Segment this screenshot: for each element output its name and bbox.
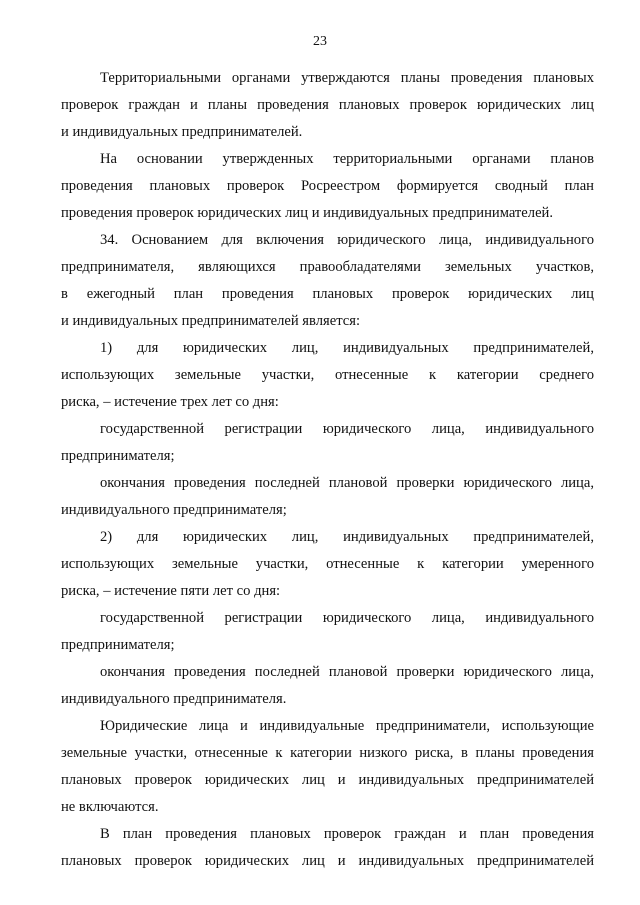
paragraph-line: предпринимателя; xyxy=(61,448,175,464)
paragraph-line: использующих земельные участки, отнесенные к категории среднего xyxy=(61,367,594,383)
paragraph xyxy=(61,227,594,335)
paragraph-line: не включаются. xyxy=(61,799,159,815)
paragraph xyxy=(61,605,594,659)
paragraph-line: 2) для юридических лиц, индивидуальных предпринимателей, xyxy=(100,529,594,545)
paragraph-line: проверок граждан и планы проведения плановых проверок юридических лиц xyxy=(61,97,594,113)
paragraph xyxy=(61,146,594,227)
paragraph-line: государственной регистрации юридического лица, индивидуального xyxy=(100,610,594,626)
paragraph-line: риска, – истечение пяти лет со дня: xyxy=(61,583,281,599)
paragraph-line: государственной регистрации юридического лица, индивидуального xyxy=(100,421,594,437)
paragraph-line: Юридические лица и индивидуальные предприниматели, использующие xyxy=(100,718,594,734)
paragraph-line: и индивидуальных предпринимателей является: xyxy=(61,313,360,329)
paragraph-line: В план проведения плановых проверок граждан и план проведения xyxy=(100,826,594,842)
paragraph-line: и индивидуальных предпринимателей. xyxy=(61,124,303,140)
paragraph-line: в ежегодный план проведения плановых проверок юридических лиц xyxy=(61,286,594,302)
paragraph xyxy=(61,65,594,146)
paragraph-line: земельные участки, отнесенные к категории низкого риска, в планы проведения xyxy=(61,745,594,761)
paragraph-line: окончания проведения последней плановой проверки юридического лица, xyxy=(100,664,594,680)
paragraph-line: плановых проверок юридических лиц и индивидуальных предпринимателей xyxy=(61,853,594,869)
paragraph xyxy=(61,524,594,605)
paragraph-line: предпринимателя, являющихся правообладателями земельных участков, xyxy=(61,259,594,275)
paragraph-line: плановых проверок юридических лиц и индивидуальных предпринимателей xyxy=(61,772,594,788)
paragraph-line: индивидуального предпринимателя; xyxy=(61,502,287,518)
paragraph-line: предпринимателя; xyxy=(61,637,175,653)
page-number: 23 xyxy=(313,34,327,49)
paragraph-line: индивидуального предпринимателя. xyxy=(61,691,287,707)
paragraph-line: проведения плановых проверок Росреестром формируется сводный план xyxy=(61,178,594,194)
paragraph xyxy=(61,821,594,875)
paragraph-line: использующих земельные участки, отнесенные к категории умеренного xyxy=(61,556,594,572)
paragraph-line: Территориальными органами утверждаются планы проведения плановых xyxy=(100,70,594,86)
paragraph-line: На основании утвержденных территориальными органами планов xyxy=(100,151,594,167)
paragraph xyxy=(61,713,594,821)
paragraph-line: проведения проверок юридических лиц и индивидуальных предпринимателей. xyxy=(61,205,554,221)
paragraph xyxy=(61,335,594,416)
document-body xyxy=(61,65,594,875)
paragraph-line: 1) для юридических лиц, индивидуальных предпринимателей, xyxy=(100,340,594,356)
paragraph-line: риска, – истечение трех лет со дня: xyxy=(61,394,279,410)
paragraph-line: 34. Основанием для включения юридического лица, индивидуального xyxy=(100,232,594,248)
paragraph xyxy=(61,416,594,470)
paragraph-line: окончания проведения последней плановой проверки юридического лица, xyxy=(100,475,594,491)
paragraph xyxy=(61,659,594,713)
paragraph xyxy=(61,470,594,524)
